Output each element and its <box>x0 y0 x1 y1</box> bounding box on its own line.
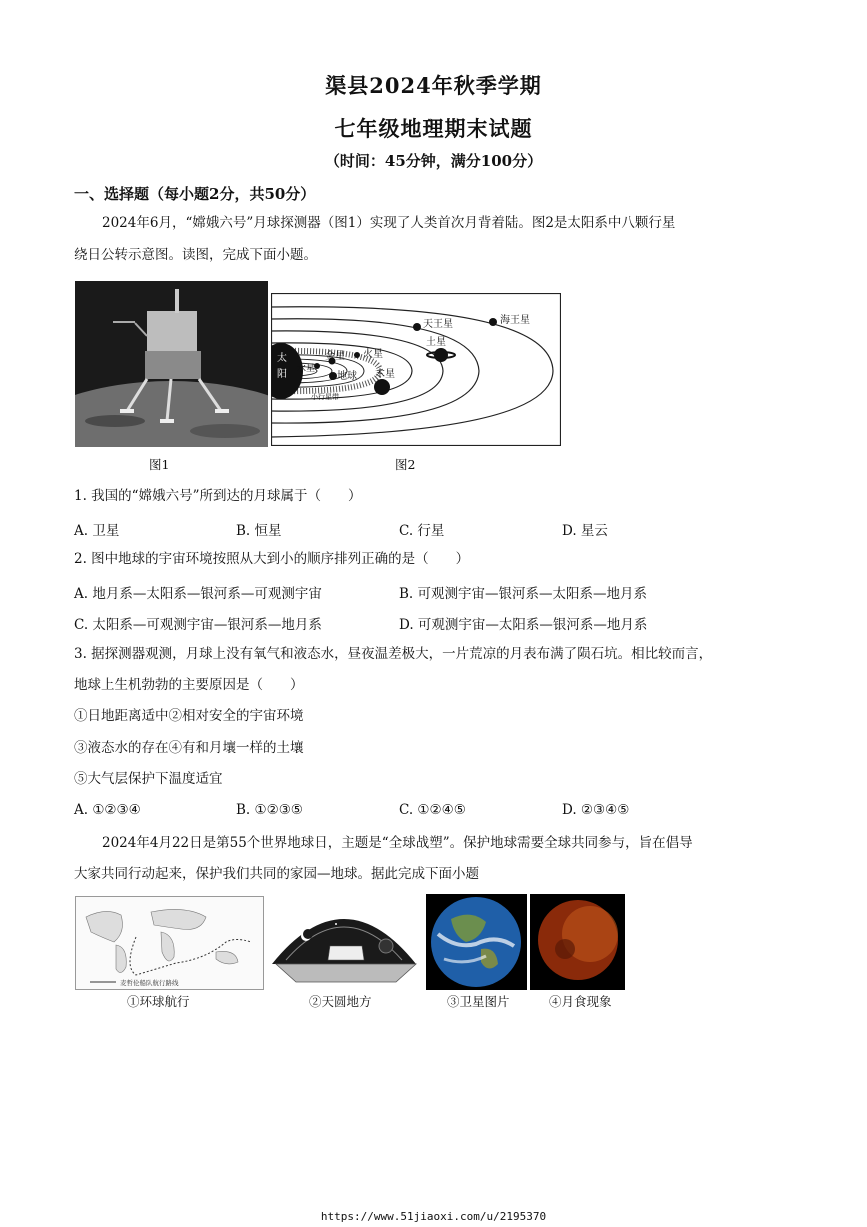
q1-option-a[interactable]: A. 卫星 <box>74 523 120 539</box>
intro2-line1: 2024年4月22日是第55个世界地球日，主题是“全球战塑”。保护地球需要全球共同参与，旨在倡导 <box>102 835 693 851</box>
q3-item1: ①日地距离适中②相对安全的宇宙环境 <box>74 708 304 724</box>
map-legend: 麦哲伦船队航行路线 <box>120 979 179 987</box>
intro1-line2: 绕日公转示意图。读图，完成下面小题。 <box>74 247 317 263</box>
figure2-caption: 图2 <box>395 457 416 472</box>
footer-url[interactable]: https://www.51jiaoxi.com/u/2195370 <box>320 1210 547 1223</box>
q1-option-c[interactable]: C. 行星 <box>399 523 445 539</box>
label-neptune: 海王星 <box>500 315 530 326</box>
label-earth: 地球 <box>337 371 357 382</box>
label-mars: 火星 <box>363 349 383 360</box>
q3-stem-line1: 3. 据探测器观测，月球上没有氧气和液态水，昼夜温差极大，一片荒凉的月表布满了陨石坑。相比较而言， <box>74 646 713 662</box>
image-caption-2: ②天圆地方 <box>309 994 372 1009</box>
q3-stem-line2: 地球上生机勃勃的主要原因是（ ） <box>74 677 304 693</box>
section-heading: 一、选择题（每小题2分，共50分） <box>74 185 316 203</box>
figure1-lander-photo <box>75 281 268 447</box>
tianyuan-difang <box>266 894 422 988</box>
image-caption-4: ④月食现象 <box>549 994 612 1009</box>
intro1-line1: 2024年6月，“嫦娥六号”月球探测器（图1）实现了人类首次月背着陆。图2是太阳系中八颗行星 <box>102 215 676 231</box>
q3-option-a[interactable]: A. ①②③④ <box>74 802 141 818</box>
heaven-earth-image <box>266 894 422 988</box>
q2-stem: 2. 图中地球的宇宙环境按照从大到小的顺序排列正确的是（ ） <box>74 551 470 567</box>
world-map-image <box>75 896 264 990</box>
image-caption-3: ③卫星图片 <box>447 994 510 1009</box>
figure1-caption: 图1 <box>149 457 170 472</box>
label-venus: 金星 <box>325 351 345 362</box>
label-jupiter: 木星 <box>375 369 395 380</box>
label-mercury: 水星 <box>297 364 316 374</box>
q1-stem: 1. 我国的“嫦娥六号”所到达的月球属于（ ） <box>74 488 362 504</box>
earth-photo <box>426 894 527 990</box>
exam-title-line2: 七年级地理期末试题 <box>334 116 533 141</box>
label-belt: 小行星带 <box>311 393 339 401</box>
q3-option-d[interactable]: D. ②③④⑤ <box>562 802 630 818</box>
figure2-solar-system <box>271 293 561 446</box>
eclipse-photo <box>530 894 625 990</box>
q3-option-b[interactable]: B. ①②③⑤ <box>236 802 303 818</box>
voyage-map <box>76 897 263 989</box>
q3-item2: ③液态水的存在④有和月壤一样的土壤 <box>74 740 304 756</box>
q2-option-a[interactable]: A. 地月系—太阳系—银河系—可观测宇宙 <box>74 586 322 602</box>
q1-option-d[interactable]: D. 星云 <box>562 523 608 539</box>
label-sun-2: 阳 <box>277 369 287 380</box>
q2-option-c[interactable]: C. 太阳系—可观测宇宙—银河系—地月系 <box>74 617 322 633</box>
earth-satellite-image <box>426 894 527 990</box>
image-caption-1: ①环球航行 <box>127 994 190 1009</box>
q3-item3: ⑤大气层保护下温度适宜 <box>74 771 223 787</box>
q2-option-d[interactable]: D. 可观测宇宙—太阳系—银河系—地月系 <box>399 617 648 633</box>
solar-system-diagram <box>271 293 561 446</box>
label-sun-1: 太 <box>277 353 287 364</box>
intro2-line2: 大家共同行动起来，保护我们共同的家园—地球。据此完成下面小题 <box>74 866 479 882</box>
lunar-eclipse-image <box>530 894 625 990</box>
q2-option-b[interactable]: B. 可观测宇宙—银河系—太阳系—地月系 <box>399 586 648 602</box>
q3-option-c[interactable]: C. ①②④⑤ <box>399 802 466 818</box>
exam-info: （时间：45分钟，满分100分） <box>324 152 543 170</box>
exam-title-line1: 渠县2024年秋季学期 <box>325 73 542 98</box>
label-saturn: 土星 <box>426 337 446 348</box>
label-uranus: 天王星 <box>423 319 453 330</box>
lander-image <box>75 281 268 447</box>
q1-option-b[interactable]: B. 恒星 <box>236 523 282 539</box>
